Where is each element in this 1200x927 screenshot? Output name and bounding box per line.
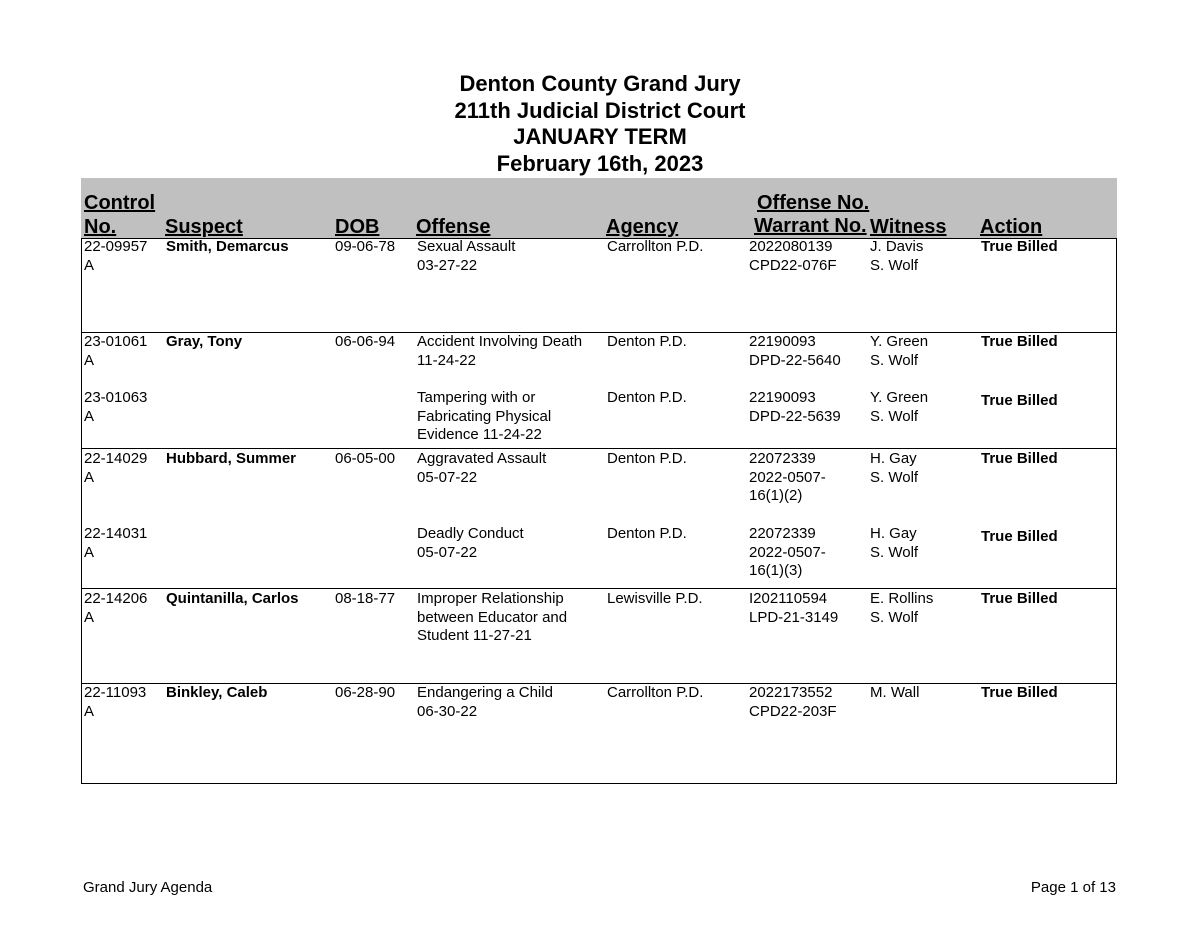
action: True Billed (981, 684, 1058, 701)
suspect-name: Smith, Demarcus (166, 238, 289, 255)
agency: Lewisville P.D. (607, 590, 703, 607)
dob: 06-06-94 (335, 333, 396, 350)
header-agency: Agency (606, 216, 679, 238)
header-dob: DOB (335, 216, 380, 238)
header-offense-no: Offense No. (757, 192, 870, 214)
agency: Denton P.D. (607, 525, 687, 542)
agency: Denton P.D. (607, 389, 687, 406)
offense-warrant-numbers: 22190093 DPD-22-5640 (749, 333, 841, 369)
table-header (81, 178, 1117, 239)
offense: Improper Relationship between Educator and Student 11-27-21 (417, 590, 568, 644)
page-number: Page 1 of 13 (1030, 879, 1116, 896)
offense: Deadly Conduct 05-07-22 (417, 525, 524, 561)
header-warrant-no: Warrant No. (754, 215, 867, 237)
row-divider (82, 448, 1116, 449)
witness: H. Gay S. Wolf (870, 450, 919, 486)
control-number: 23-01063 A (84, 389, 148, 425)
row-divider (82, 588, 1116, 589)
action: True Billed (981, 590, 1058, 607)
header-witness: Witness (870, 216, 947, 238)
offense-warrant-numbers: 22190093 DPD-22-5639 (749, 389, 841, 425)
suspect-name: Gray, Tony (166, 333, 243, 350)
title-line-4: February 16th, 2023 (496, 150, 704, 176)
witness: Y. Green S. Wolf (870, 333, 929, 369)
action: True Billed (981, 528, 1058, 545)
offense-warrant-numbers: 22072339 2022-0507- 16(1)(2) (749, 450, 826, 504)
witness: J. Davis S. Wolf (870, 238, 924, 274)
dob: 06-28-90 (335, 684, 396, 701)
suspect-name: Binkley, Caleb (166, 684, 268, 701)
header-offense: Offense (416, 216, 491, 238)
title-line-2: 211th Judicial District Court (454, 97, 746, 123)
offense-warrant-numbers: 2022080139 CPD22-076F (749, 238, 837, 274)
action: True Billed (981, 392, 1058, 409)
agency: Denton P.D. (607, 450, 687, 467)
offense: Sexual Assault 03-27-22 (417, 238, 516, 274)
witness: Y. Green S. Wolf (870, 389, 929, 425)
control-number: 22-14029 A (84, 450, 148, 486)
offense-warrant-numbers: 22072339 2022-0507- 16(1)(3) (749, 525, 826, 579)
header-suspect: Suspect (165, 216, 243, 238)
action: True Billed (981, 333, 1058, 350)
offense: Aggravated Assault 05-07-22 (417, 450, 547, 486)
witness: M. Wall (870, 684, 920, 701)
footer-title: Grand Jury Agenda (83, 879, 213, 896)
control-number: 22-09957 A (84, 238, 148, 274)
action: True Billed (981, 450, 1058, 467)
offense: Accident Involving Death 11-24-22 (417, 333, 583, 369)
agenda-table (81, 238, 1117, 784)
witness: E. Rollins S. Wolf (870, 590, 934, 626)
control-number: 22-14206 A (84, 590, 148, 626)
agency: Carrollton P.D. (607, 238, 704, 255)
control-number: 22-11093 A (84, 684, 147, 720)
offense: Endangering a Child 06-30-22 (417, 684, 553, 720)
action: True Billed (981, 238, 1058, 255)
suspect-name: Quintanilla, Carlos (166, 590, 299, 607)
control-number: 23-01061 A (84, 333, 148, 369)
dob: 06-05-00 (335, 450, 396, 467)
header-control-line1: Control (84, 192, 156, 214)
dob: 08-18-77 (335, 590, 396, 607)
offense-warrant-numbers: 2022173552 CPD22-203F (749, 684, 837, 720)
witness: H. Gay S. Wolf (870, 525, 919, 561)
control-number: 22-14031 A (84, 525, 148, 561)
offense-warrant-numbers: I202110594 LPD-21-3149 (749, 590, 839, 626)
suspect-name: Hubbard, Summer (166, 450, 297, 467)
title-line-3: JANUARY TERM (513, 124, 687, 149)
agency: Carrollton P.D. (607, 684, 704, 701)
dob: 09-06-78 (335, 238, 396, 255)
offense: Tampering with or Fabricating Physical Evidence 11-24-22 (417, 389, 552, 443)
agency: Denton P.D. (607, 333, 687, 350)
header-action: Action (980, 216, 1043, 238)
title-line-1: Denton County Grand Jury (459, 71, 741, 96)
header-control-line2: No. (84, 216, 117, 238)
